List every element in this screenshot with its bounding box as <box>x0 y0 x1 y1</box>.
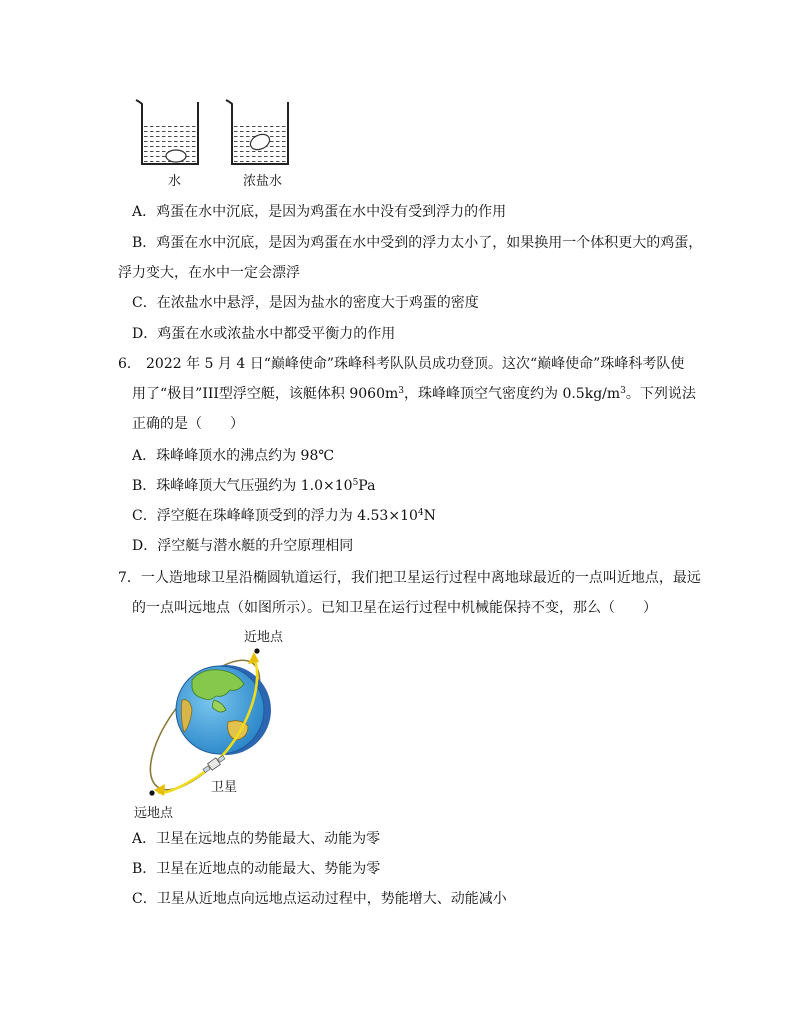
q6-option-c: C．浮空艇在珠峰峰顶受到的浮力为 $4.53\times 10^4N$ <box>132 508 436 524</box>
label-apogee: 远地点 <box>134 806 174 821</box>
beaker-label-salt-water: 浓盐水 <box>243 174 283 189</box>
beaker-salt-water <box>226 100 288 164</box>
q5-option-c: C．在浓盐水中悬浮，是因为盐水的密度大于鸡蛋的密度 <box>132 295 479 311</box>
q7-option-b: B．卫星在近地点的动能最大、势能为零 <box>132 861 381 877</box>
q5-option-a: A．鸡蛋在水中沉底，是因为鸡蛋在水中没有受到浮力的作用 <box>132 204 507 220</box>
q5-option-b-line2: 浮力变大，在水中一定会漂浮 <box>118 265 300 281</box>
q7-stem-line2: 的一点叫远地点（如图所示）。已知卫星在运行过程中机械能保持不变，那么（ ） <box>132 600 657 616</box>
satellite-icon <box>202 754 226 774</box>
q6-number: 6． <box>118 356 141 372</box>
apogee-dot <box>149 790 154 795</box>
q6-stem-line3: 正确的是（ ） <box>132 416 244 432</box>
q6-option-a: A．珠峰峰顶水的沸点约为 98℃ <box>132 448 335 464</box>
q5-option-d: D．鸡蛋在水或浓盐水中都受平衡力的作用 <box>132 326 396 342</box>
q6-option-d: D．浮空艇与潜水艇的升空原理相同 <box>132 538 354 554</box>
beaker-figure <box>132 94 312 192</box>
beaker-water <box>136 100 198 164</box>
label-satellite: 卫星 <box>211 780 238 795</box>
q5-option-b-line1: B．鸡蛋在水中沉底，是因为鸡蛋在水中受到的浮力太小了，如果换用一个体积更大的鸡蛋， <box>132 235 703 251</box>
q6-stem-line1: 2022 年 5 月 4 日“巅峰使命”珠峰科考队队员成功登顶。这次“巅峰使命”珠峰科考队使 <box>146 356 685 372</box>
q6-stem-line2: 用了“极目”III型浮空艇，该艇体积 $9060m^3$，珠峰峰顶空气密度约为 $0.5kg/m^3$。下列说法 <box>132 386 696 402</box>
label-perigee: 近地点 <box>244 630 284 645</box>
q6-option-b: B．珠峰峰顶大气压强约为 $1.0\times 10^5Pa$ <box>132 478 376 494</box>
perigee-dot <box>254 648 259 653</box>
q7-option-a: A．卫星在远地点的势能最大、动能为零 <box>132 831 381 847</box>
egg-sunk <box>166 150 186 162</box>
orbit-arrow-up-icon <box>248 652 259 664</box>
q7-stem-line1: 7．一人造地球卫星沿椭圆轨道运行，我们把卫星运行过程中离地球最近的一点叫近地点，最远 <box>118 570 701 586</box>
q7-option-c: C．卫星从近地点向远地点运动过程中，势能增大、动能减小 <box>132 891 507 907</box>
beaker-label-water: 水 <box>168 174 182 189</box>
